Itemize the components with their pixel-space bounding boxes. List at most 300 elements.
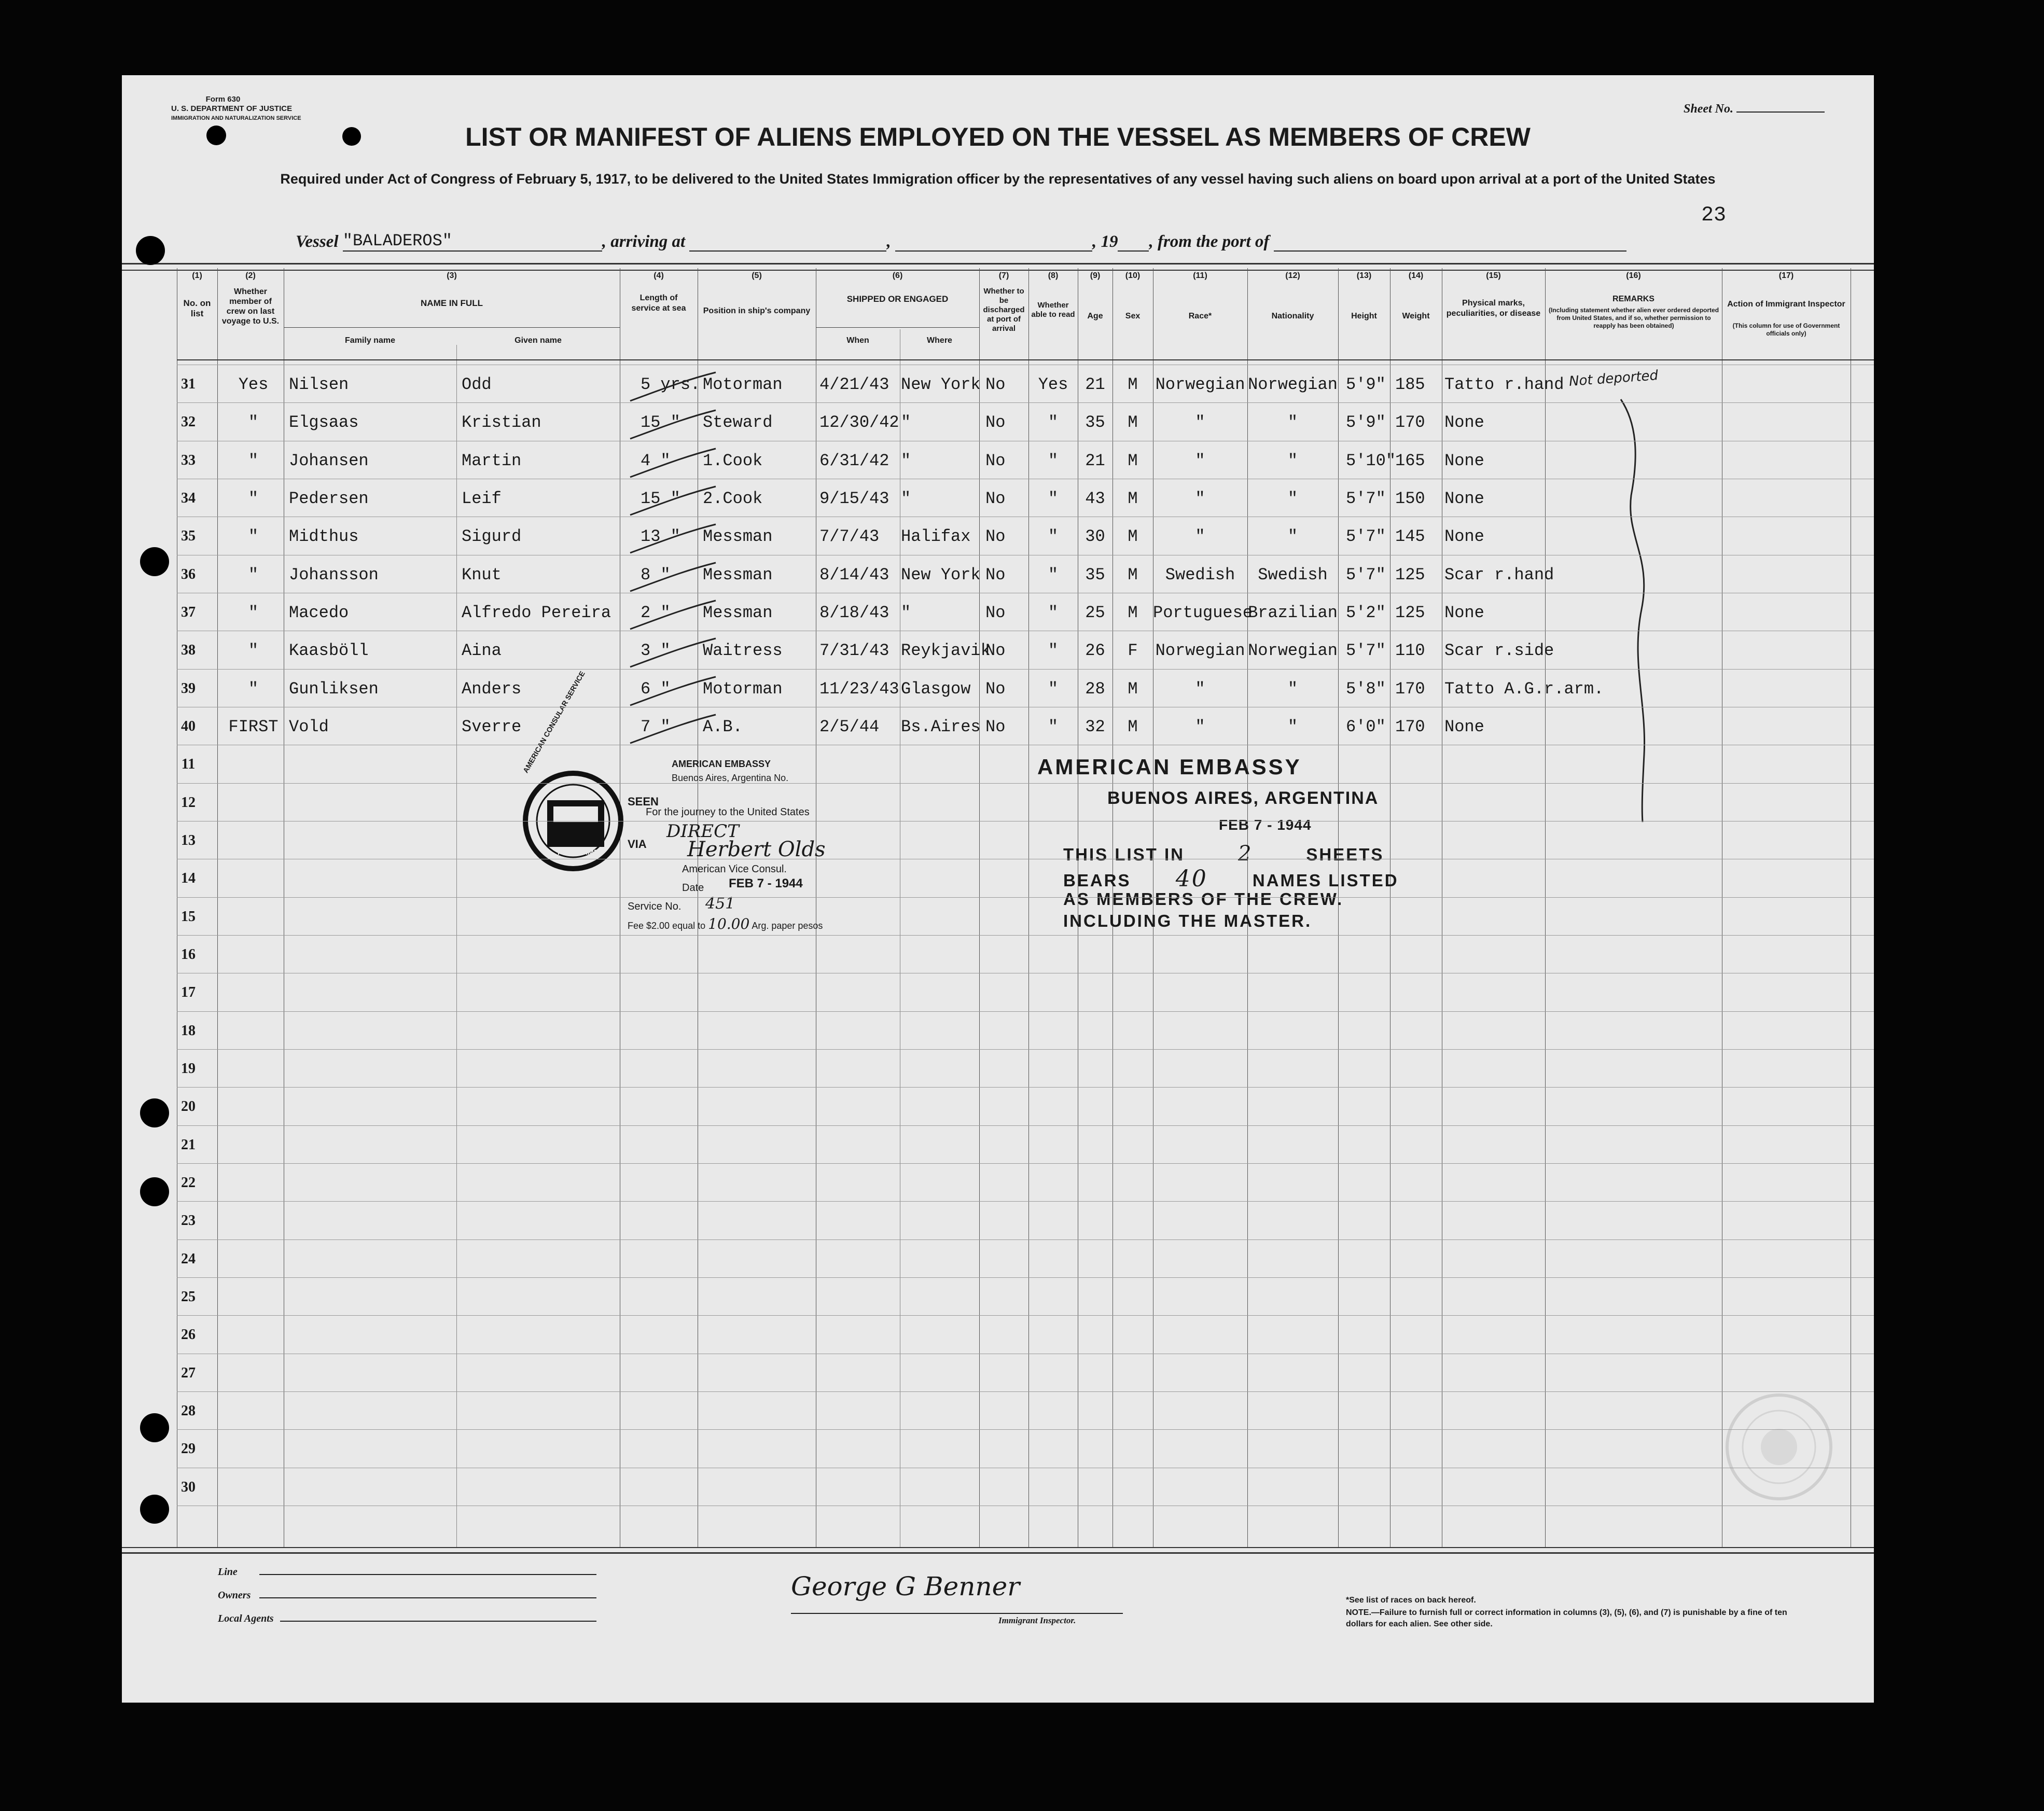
cell-given: Sigurd [462, 527, 522, 547]
row-rule [177, 1239, 1874, 1240]
row-rule [177, 1125, 1874, 1126]
cell-sex: M [1128, 527, 1138, 547]
cell-age: 26 [1085, 641, 1105, 661]
cell-given: Odd [462, 375, 492, 394]
cell-age: 35 [1085, 565, 1105, 584]
cell-service: 5 yrs. [641, 375, 701, 394]
cell-race: Norwegian [1155, 641, 1245, 661]
row-number: 13 [181, 832, 196, 848]
header-physical-marks: Physical marks, peculiarities, or disease [1446, 299, 1541, 318]
cell-marks: Scar r.hand [1444, 565, 1554, 584]
cell-height: 5'2" [1346, 603, 1386, 622]
cell-marks: None [1444, 489, 1484, 508]
cell-discharged: No [985, 451, 1006, 470]
races-note: *See list of races on back hereof. [1346, 1596, 1476, 1605]
row-number: 36 [181, 566, 196, 582]
line-label: Line [218, 1566, 238, 1578]
cell-race: " [1195, 451, 1205, 470]
fee-value: 10.00 [708, 915, 750, 932]
embassy-stamp-date: FEB 7 - 1944 [1219, 817, 1312, 833]
vice-consul-title: American Vice Consul. [682, 863, 787, 875]
cell-nationality: Norwegian [1248, 641, 1338, 661]
cell-marks: Tatto r.hand [1444, 375, 1564, 394]
header-no-on-list: No. on list [183, 298, 211, 318]
cell-weight: 170 [1395, 413, 1425, 433]
cell-discharged: No [985, 527, 1006, 547]
cell-sex: M [1128, 375, 1138, 394]
cell-nationality: Norwegian [1248, 375, 1338, 394]
cell-sex: F [1128, 641, 1138, 661]
row-number: 16 [181, 946, 196, 963]
cell-given: Aina [462, 641, 502, 661]
vessel-line: Vessel "BALADEROS" , arriving at , , 19 , from the port of [296, 231, 1626, 252]
seen-stamp: SEEN [628, 795, 659, 808]
column-number: (9) [1090, 271, 1101, 280]
column-number: (1) [192, 271, 202, 280]
cell-position: 2.Cook [703, 489, 763, 508]
page-subtitle: Required under Act of Congress of February 5, 1917, to be delivered to the United States Immigration officer by the representatives of any vessel having such aliens on board upon arrival at a port of the United States [280, 171, 1716, 187]
list-in-label: THIS LIST IN [1063, 845, 1185, 864]
cell-nationality: " [1287, 717, 1298, 736]
cell-when: 2/5/44 [819, 717, 880, 736]
cell-discharged: No [985, 565, 1006, 584]
cell-nationality: " [1287, 451, 1298, 470]
row-number: 30 [181, 1479, 196, 1495]
remarks-bracket [1616, 392, 1657, 827]
manifest-sheet [122, 75, 1874, 1703]
cell-prev: FIRST [228, 717, 279, 736]
cell-given: Knut [462, 565, 502, 584]
header-position: Position in ship's company [703, 307, 811, 315]
cell-read: " [1048, 451, 1059, 470]
embassy-stamp-line6: INCLUDING THE MASTER. [1063, 911, 1312, 930]
cell-prev: " [248, 565, 259, 584]
cell-when: 7/31/43 [819, 641, 889, 661]
footer-line [218, 1566, 596, 1578]
cell-sex: M [1128, 489, 1138, 508]
cell-weight: 170 [1395, 679, 1425, 699]
consul-date-value: FEB 7 - 1944 [729, 876, 803, 890]
page-title: LIST OR MANIFEST OF ALIENS EMPLOYED ON THE VESSEL AS MEMBERS OF CREW [465, 122, 1531, 151]
row-number: 14 [181, 870, 196, 887]
check-mark [628, 636, 721, 672]
cell-sex: M [1128, 679, 1138, 699]
cell-race: Portuguese [1153, 603, 1253, 622]
cell-race: Norwegian [1155, 375, 1245, 394]
cell-read: " [1048, 527, 1059, 547]
punch-hole [206, 126, 226, 145]
journey-text: For the journey to the United States [646, 806, 810, 818]
cell-height: 5'7" [1346, 565, 1386, 584]
cell-race: " [1195, 413, 1205, 433]
row-number: 22 [181, 1174, 196, 1191]
header-previous-voyage: Whether member of crew on last voyage to U.S. [221, 287, 280, 326]
table-top-border [122, 263, 1874, 271]
row-number: 18 [181, 1022, 196, 1039]
column-number: (12) [1285, 271, 1300, 280]
cell-prev: " [248, 489, 259, 508]
punch-hole [140, 1177, 169, 1206]
from-port-field [1274, 250, 1626, 252]
agents-field [280, 1621, 596, 1622]
cell-family: Nilsen [289, 375, 349, 394]
cell-position: 1.Cook [703, 451, 763, 470]
footer-owners [218, 1590, 596, 1601]
cell-family: Kaasböll [289, 641, 369, 661]
service-no-value: 451 [705, 895, 735, 913]
cell-nationality: Swedish [1258, 565, 1328, 584]
cell-read: " [1048, 565, 1059, 584]
cell-given: Leif [462, 489, 502, 508]
cell-where: " [901, 489, 911, 508]
cell-race: " [1195, 679, 1205, 699]
vessel-label: Vessel [296, 232, 339, 251]
line-field [259, 1574, 596, 1575]
embassy-stamp-title: AMERICAN EMBASSY [1037, 755, 1302, 779]
cell-sex: M [1128, 451, 1138, 470]
fee-text: Fee $2.00 equal to [628, 921, 706, 931]
row-rule [177, 1277, 1874, 1278]
cell-discharged: No [985, 641, 1006, 661]
cell-discharged: No [985, 717, 1006, 736]
cell-given: Anders [462, 679, 522, 699]
arriving-label: , arriving at [602, 232, 686, 251]
cell-height: 5'9" [1346, 375, 1386, 394]
row-number: 23 [181, 1213, 196, 1229]
header-remarks: REMARKS [1612, 295, 1654, 303]
cell-race: " [1195, 489, 1205, 508]
embassy-stamp-city: BUENOS AIRES, ARGENTINA [1107, 788, 1379, 808]
cell-when: 7/7/43 [819, 527, 880, 547]
remarks-annotation: Not deported [1568, 368, 1659, 389]
column-number: (8) [1048, 271, 1059, 280]
header-inspector-note: (This column for use of Government officials only) [1732, 322, 1840, 337]
cell-weight: 125 [1395, 565, 1425, 584]
agents-label: Local Agents [218, 1613, 274, 1624]
consular-city-line [672, 773, 788, 784]
row-number: 15 [181, 908, 196, 925]
header-discharged: Whether to be discharged at port of arrival [983, 287, 1025, 333]
cell-prev: " [248, 641, 259, 661]
row-number: 20 [181, 1098, 196, 1115]
via-label: VIA [628, 838, 647, 851]
department-name: U. S. DEPARTMENT OF JUSTICE [171, 104, 293, 113]
column-number: (7) [998, 271, 1009, 280]
column-number: (2) [245, 271, 256, 280]
cell-family: Macedo [289, 603, 349, 622]
cell-nationality: " [1287, 527, 1298, 547]
cell-position: Messman [703, 603, 773, 622]
inspector-signature: George G Benner [791, 1571, 1020, 1601]
cell-service: 13 " [641, 527, 680, 547]
header-remarks-note: (Including statement whether alien ever ordered deported from United States, and if so, whether permission to reapply has been obtained) [1548, 307, 1719, 329]
cell-read: Yes [1038, 375, 1068, 394]
check-mark [628, 370, 721, 406]
punch-hole [140, 1495, 169, 1524]
vice-consul-signature: Herbert Olds [687, 838, 826, 861]
from-port-label: , from the port of [1149, 232, 1270, 251]
cell-nationality: Brazilian [1248, 603, 1338, 622]
cell-service: 2 " [641, 603, 671, 622]
row-rule [177, 1163, 1874, 1164]
inspector-title: Immigrant Inspector. [998, 1615, 1076, 1625]
cell-prev: Yes [238, 375, 269, 394]
vessel-name-field [343, 231, 602, 252]
cell-sex: M [1128, 717, 1138, 736]
row-number: 25 [181, 1288, 196, 1305]
inspector-signature-line [791, 1613, 1123, 1614]
form-number: Form 630 [205, 95, 241, 104]
cell-position: Motorman [703, 679, 783, 699]
arriving-date-field [895, 250, 1092, 252]
header-able-to-read: Whether able to read [1031, 301, 1075, 319]
owners-label: Owners [218, 1590, 251, 1601]
year-field [1118, 250, 1149, 252]
column-number: (3) [447, 271, 457, 280]
row-rule [177, 783, 1874, 784]
row-number: 21 [181, 1136, 196, 1153]
cell-age: 25 [1085, 603, 1105, 622]
cell-family: Vold [289, 717, 329, 736]
check-mark [628, 674, 721, 711]
row-number: 24 [181, 1250, 196, 1267]
cell-when: 12/30/42 [819, 413, 899, 433]
header-family-name: Family name [345, 336, 395, 345]
cell-when: 8/18/43 [819, 603, 889, 622]
cell-marks: Scar r.side [1444, 641, 1554, 661]
header-shipped-engaged: SHIPPED OR ENGAGED [846, 294, 949, 304]
row-number: 27 [181, 1364, 196, 1381]
cell-when: 11/23/43 [819, 679, 899, 699]
cell-age: 21 [1085, 451, 1105, 470]
cell-service: 15 " [641, 489, 680, 508]
cell-nationality: " [1287, 413, 1298, 433]
fee-line [628, 915, 823, 932]
cell-race: " [1195, 717, 1205, 736]
cell-position: Messman [703, 527, 773, 547]
header-height: Height [1351, 312, 1377, 321]
cell-sex: M [1128, 603, 1138, 622]
cell-family: Gunliksen [289, 679, 379, 699]
cell-age: 35 [1085, 413, 1105, 433]
cell-read: " [1048, 413, 1059, 433]
cell-age: 21 [1085, 375, 1105, 394]
cell-position: A.B. [703, 717, 743, 736]
row-rule [177, 897, 1874, 898]
cell-family: Pedersen [289, 489, 369, 508]
header-where: Where [927, 336, 952, 345]
arriving-port-field [689, 250, 886, 252]
cell-marks: None [1444, 413, 1484, 433]
row-rule [177, 1429, 1874, 1430]
cell-read: " [1048, 603, 1059, 622]
row-rule [177, 669, 1874, 670]
cell-where: " [901, 451, 911, 470]
row-rule [177, 402, 1874, 403]
sheet-number-field [1736, 112, 1825, 113]
cell-height: 5'9" [1346, 413, 1386, 433]
cell-where: Reykjavik [901, 641, 991, 661]
cell-prev: " [248, 527, 259, 547]
service-no-label: Service No. [628, 901, 682, 912]
header-length-of-service: Length of service at sea [631, 294, 686, 313]
cell-read: " [1048, 717, 1059, 736]
cell-given: Martin [462, 451, 522, 470]
row-number: 38 [181, 642, 196, 659]
column-number: (6) [892, 271, 903, 280]
cell-weight: 110 [1395, 641, 1425, 661]
cell-position: Messman [703, 565, 773, 584]
cell-sex: M [1128, 413, 1138, 433]
cell-marks: None [1444, 717, 1484, 736]
column-number: (5) [752, 271, 762, 280]
cell-read: " [1048, 641, 1059, 661]
header-race: Race* [1188, 312, 1212, 321]
cell-service: 15 " [641, 413, 680, 433]
row-number: 11 [181, 756, 196, 773]
column-number: (16) [1626, 271, 1641, 280]
cell-race: Swedish [1165, 565, 1235, 584]
cell-nationality: " [1287, 489, 1298, 508]
cell-weight: 125 [1395, 603, 1425, 622]
cell-position: Steward [703, 413, 773, 433]
cell-where: Glasgow [901, 679, 971, 699]
row-rule [177, 1315, 1874, 1316]
column-number: (15) [1486, 271, 1501, 280]
cell-prev: " [248, 603, 259, 622]
service-name: IMMIGRATION AND NATURALIZATION SERVICE [171, 115, 301, 121]
cell-where: Bs.Aires [901, 717, 981, 736]
names-listed-label: NAMES LISTED [1252, 871, 1399, 890]
consular-seal-text: AMERICAN CONSULAR SERVICE [521, 670, 587, 774]
check-mark [628, 712, 721, 748]
column-number: (10) [1125, 271, 1141, 280]
embassy-stamp-line3 [1063, 842, 1384, 866]
row-number: 32 [181, 414, 196, 430]
header-when: When [846, 336, 869, 345]
column-number: (4) [653, 271, 664, 280]
cell-discharged: No [985, 489, 1006, 508]
cell-age: 30 [1085, 527, 1105, 547]
penalty-note: NOTE.—Failure to furnish full or correct information in columns (3), (5), (6), and (7) is punishable by a fine of ten dollars for each alien. See other side. [1346, 1608, 1787, 1628]
cell-prev: " [248, 451, 259, 470]
punch-hole [140, 1098, 169, 1127]
check-mark [628, 598, 721, 634]
cell-given: Sverre [462, 717, 522, 736]
bears-label: BEARS [1063, 871, 1131, 890]
consul-date-label: Date [682, 882, 704, 894]
cell-marks: None [1444, 603, 1484, 622]
row-number: 34 [181, 490, 196, 506]
cell-service: 3 " [641, 641, 671, 661]
embassy-stamp-line4 [1063, 866, 1399, 892]
fee-stamp-label: FEE STAMP [558, 848, 599, 856]
cell-marks: None [1444, 527, 1484, 547]
cell-height: 5'7" [1346, 641, 1386, 661]
consular-no-label: No. [774, 773, 789, 783]
fee-suffix: Arg. paper pesos [752, 921, 823, 931]
cell-family: Midthus [289, 527, 359, 547]
row-rule [177, 1201, 1874, 1202]
cell-where: Halifax [901, 527, 971, 547]
header-sex: Sex [1125, 312, 1141, 321]
sheets-count: 2 [1237, 842, 1253, 866]
cell-where: New York [901, 565, 981, 584]
check-mark [628, 484, 721, 520]
punch-hole [140, 547, 169, 576]
cell-where: " [901, 603, 911, 622]
row-number: 26 [181, 1327, 196, 1343]
punch-hole [136, 236, 165, 265]
cell-family: Elgsaas [289, 413, 359, 433]
via-value: DIRECT [666, 821, 739, 842]
cell-weight: 150 [1395, 489, 1425, 508]
cell-position: Motorman [703, 375, 783, 394]
cell-sex: M [1128, 565, 1138, 584]
cell-prev: " [248, 679, 259, 699]
row-number: 35 [181, 528, 196, 545]
sheets-label: SHEETS [1306, 845, 1384, 864]
cell-given: Kristian [462, 413, 541, 433]
cell-when: 4/21/43 [819, 375, 889, 394]
cell-marks: None [1444, 451, 1484, 470]
header-given-name: Given name [515, 336, 562, 345]
cell-read: " [1048, 489, 1059, 508]
year-label: , 19 [1092, 232, 1118, 251]
cell-when: 6/31/42 [819, 451, 889, 470]
row-number: 29 [181, 1441, 196, 1457]
cell-age: 32 [1085, 717, 1105, 736]
header-age: Age [1087, 312, 1103, 321]
sheet-number-label: Sheet No. [1684, 102, 1733, 116]
row-rule [177, 1049, 1874, 1050]
row-number: 12 [181, 794, 196, 811]
punch-hole [342, 127, 361, 146]
check-mark [628, 522, 721, 558]
cell-when: 8/14/43 [819, 565, 889, 584]
header-name-in-full: NAME IN FULL [421, 298, 483, 308]
check-mark [628, 560, 721, 596]
cell-position: Waitress [703, 641, 783, 661]
row-number: 33 [181, 452, 196, 468]
names-count: 40 [1175, 866, 1208, 892]
consular-office: AMERICAN EMBASSY [672, 759, 771, 769]
cell-age: 28 [1085, 679, 1105, 699]
cell-where: " [901, 413, 911, 433]
cell-service: 4 " [641, 451, 671, 470]
cell-height: 5'7" [1346, 489, 1386, 508]
cell-discharged: No [985, 375, 1006, 394]
footer-agents [218, 1613, 596, 1625]
row-number: 31 [181, 376, 196, 392]
header-weight: Weight [1402, 312, 1430, 321]
cell-height: 5'7" [1346, 527, 1386, 547]
cell-when: 9/15/43 [819, 489, 889, 508]
row-rule [177, 1011, 1874, 1012]
cell-service: 8 " [641, 565, 671, 584]
cell-weight: 185 [1395, 375, 1425, 394]
cell-age: 43 [1085, 489, 1105, 508]
cell-discharged: No [985, 413, 1006, 433]
sheet-number [1684, 102, 1825, 116]
cell-family: Johansen [289, 451, 369, 470]
cell-prev: " [248, 413, 259, 433]
cell-given: Alfredo Pereira [462, 603, 611, 622]
cell-height: 6'0" [1346, 717, 1386, 736]
cell-read: " [1048, 679, 1059, 699]
header-inspector-action: Action of Immigrant Inspector [1727, 300, 1845, 309]
row-number: 40 [181, 718, 196, 734]
